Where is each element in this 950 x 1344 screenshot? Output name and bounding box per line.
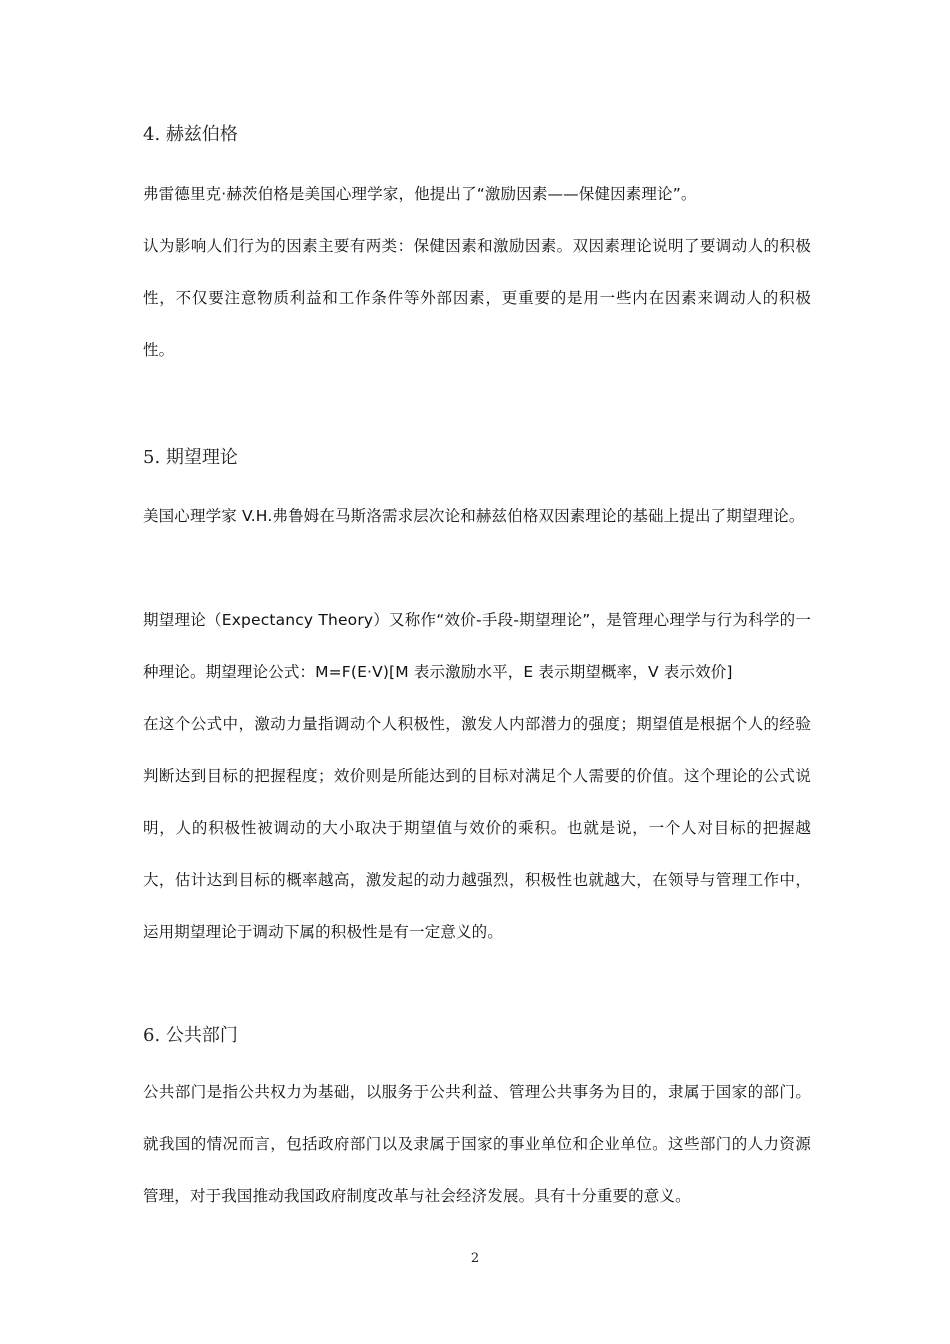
page-number: 2 <box>470 1251 480 1266</box>
paragraph-two-factor-theory: 认为影响人们行为的因素主要有两类：保健因素和激励因素。双因素理论说明了要调动人的积极性，不仅要注意物质利益和工作条件等外部因素，更重要的是用一些内在因素来调动人的积极性。 <box>143 237 811 359</box>
section-heading-herzberg: 4. 赫兹伯格 <box>143 124 238 145</box>
paragraph-public-sector-definition: 公共部门是指公共权力为基础，以服务于公共利益、管理公共事务为目的，隶属于国家的部门。就我国的情况而言，包括政府部门以及隶属于国家的事业单位和企业单位。这些部门的人力资源管理，对于我国推动我国政府制度改革与社会经济发展。具有十分重要的意义。 <box>143 1083 811 1205</box>
paragraph-formula-explanation: 在这个公式中，激动力量指调动个人积极性，激发人内部潜力的强度；期望值是根据个人的经验判断达到目标的把握程度；效价则是所能达到的目标对满足个人需要的价值。这个理论的公式说明，人的积极性被调动的大小取决于期望值与效价的乘积。也就是说，一个人对目标的把握越大，估计达到目标的概率越高，激发起的动力越强烈，积极性也就越大，在领导与管理工作中，运用期望理论于调动下属的积极性是有一定意义的。 <box>143 715 811 941</box>
section-heading-expectancy-theory: 5. 期望理论 <box>143 447 238 468</box>
paragraph-vroom-intro: 美国心理学家 V.H.弗鲁姆在马斯洛需求层次论和赫兹伯格双因素理论的基础上提出了期望理论。 <box>143 507 805 525</box>
section-heading-public-sector: 6. 公共部门 <box>143 1025 238 1046</box>
paragraph-herzberg-intro: 弗雷德里克·赫茨伯格是美国心理学家，他提出了“激励因素——保健因素理论”。 <box>143 185 697 203</box>
paragraph-expectancy-formula: 期望理论（Expectancy Theory）又称作“效价-手段-期望理论”，是管理心理学与行为科学的一种理论。期望理论公式：M=F(E·V)[M 表示激励水平，E 表示期望概率，V 表示效价] <box>143 611 811 681</box>
